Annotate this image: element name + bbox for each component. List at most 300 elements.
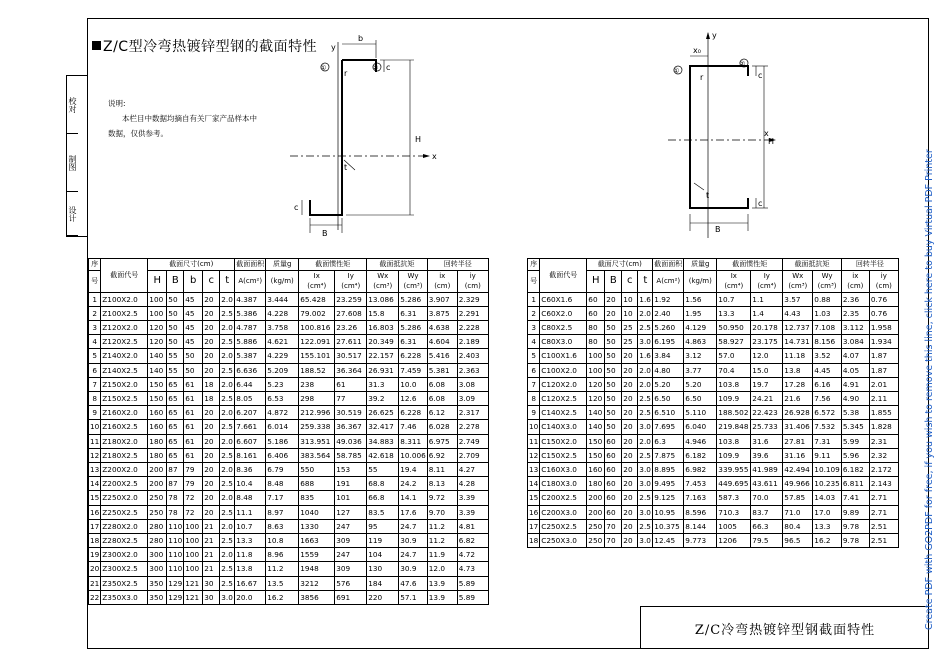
table-cell: 8.13 — [427, 477, 457, 491]
table-cell: Z100X2.0 — [101, 292, 148, 306]
table-cell: 212.996 — [299, 406, 335, 420]
table-cell: 20 — [203, 491, 220, 505]
table-cell: C60X1.6 — [540, 292, 587, 306]
header-area-unit: A(cm²) — [235, 270, 266, 292]
table-cell: 6.82 — [457, 533, 488, 547]
table-cell: 6 — [528, 363, 540, 377]
table-cell: 21 — [89, 576, 101, 590]
table-row — [528, 420, 899, 434]
table-cell: 5.20 — [684, 377, 717, 391]
table-cell: 17.0 — [813, 505, 842, 519]
table-cell: 140 — [148, 349, 167, 363]
table-cell: 0.76 — [869, 306, 898, 320]
table-cell: 5.286 — [399, 292, 428, 306]
table-cell: 2.01 — [869, 377, 898, 391]
table-cell: 6.08 — [427, 391, 457, 405]
table-cell: Z200X2.0 — [101, 462, 148, 476]
header-modulus: 截面抵抗矩 — [367, 259, 428, 271]
table-cell: 79.5 — [751, 533, 783, 547]
header-Ix: Ix (cm⁴) — [299, 270, 335, 292]
table-cell: 153 — [335, 462, 367, 476]
table-cell: 1.03 — [813, 306, 842, 320]
table-cell: 1.92 — [653, 292, 684, 306]
table-cell: 78 — [167, 505, 184, 519]
table-cell: 5 — [89, 349, 101, 363]
table-cell: 120 — [148, 320, 167, 334]
table-cell: 65 — [167, 448, 184, 462]
table-cell: 31.6 — [751, 434, 783, 448]
table-row — [528, 477, 899, 491]
table-cell: 7.453 — [684, 477, 717, 491]
table-cell: 2.0 — [220, 548, 235, 562]
table-cell: 50 — [167, 306, 184, 320]
table-cell: 130 — [367, 562, 399, 576]
table-cell: 11 — [89, 434, 101, 448]
table-cell: 20 — [203, 420, 220, 434]
z-label-H: H — [415, 135, 422, 144]
table-cell: 3.875 — [427, 306, 457, 320]
table-cell: 2.0 — [220, 406, 235, 420]
table-cell: Z150X2.5 — [101, 391, 148, 405]
table-cell: Z100X2.5 — [101, 306, 148, 320]
header-radius: 回转半径 — [427, 259, 488, 271]
table-cell: 12.737 — [783, 320, 813, 334]
z-label-c-top: c — [386, 63, 391, 72]
header-ix: ix (cm) — [427, 270, 457, 292]
header-seq-2: 号 — [89, 270, 101, 292]
table-cell: 100 — [184, 533, 203, 547]
table-row — [528, 320, 899, 334]
table-cell: 66.8 — [367, 491, 399, 505]
table-cell: 8.311 — [399, 434, 428, 448]
table-cell: 1206 — [717, 533, 751, 547]
table-cell: 6.228 — [399, 406, 428, 420]
table-cell: 2.0 — [638, 377, 653, 391]
table-cell: 13.9 — [427, 576, 457, 590]
table-cell: 250 — [587, 533, 605, 547]
c-section-drawing — [660, 28, 790, 243]
table-cell: 2.5 — [220, 576, 235, 590]
table-cell: 5.186 — [266, 434, 299, 448]
table-cell: C60X2.0 — [540, 306, 587, 320]
table-cell: 12 — [89, 448, 101, 462]
table-cell: 2.228 — [457, 320, 488, 334]
table-cell: 8.48 — [266, 477, 299, 491]
table-row — [89, 477, 489, 491]
table-cell: 4.863 — [684, 335, 717, 349]
title-block-text: Z/C冷弯热镀锌型钢截面特性 — [694, 622, 876, 638]
table-cell: 10 — [622, 306, 638, 320]
table-cell: 1 — [528, 292, 540, 306]
table-cell: 121 — [184, 590, 203, 604]
c-header-dims: 截面尺寸(cm) — [587, 259, 653, 271]
table-cell: 6.16 — [813, 377, 842, 391]
table-cell: 1040 — [299, 505, 335, 519]
table-cell: 8.156 — [813, 335, 842, 349]
table-cell: 4 — [528, 335, 540, 349]
table-cell: 45 — [184, 335, 203, 349]
table-cell: 4.129 — [684, 320, 717, 334]
header-inertia: 截面惯性矩 — [299, 259, 367, 271]
table-cell: 9.72 — [427, 491, 457, 505]
table-cell: 180 — [148, 434, 167, 448]
table-cell: 3.112 — [841, 320, 869, 334]
table-cell: 2.51 — [869, 519, 898, 533]
table-cell: 3.08 — [457, 377, 488, 391]
table-cell: 587.3 — [717, 491, 751, 505]
table-row — [528, 434, 899, 448]
table-cell: 2.0 — [220, 491, 235, 505]
table-cell: 5.89 — [457, 590, 488, 604]
table-cell: 11.2 — [266, 562, 299, 576]
z-label-x: x — [432, 152, 437, 161]
table-cell: 140 — [587, 406, 605, 420]
table-cell: 50 — [605, 349, 622, 363]
table-cell: 20 — [622, 391, 638, 405]
table-cell: 2.0 — [220, 434, 235, 448]
table-cell: 22.157 — [367, 349, 399, 363]
table-cell: 20 — [622, 477, 638, 491]
table-cell: 45 — [184, 306, 203, 320]
table-row — [89, 335, 489, 349]
table-cell: 100 — [587, 363, 605, 377]
table-cell: 2.35 — [841, 306, 869, 320]
c-header-inertia: 截面惯性矩 — [717, 259, 783, 271]
table-cell: 160 — [587, 462, 605, 476]
table-cell: 6.12 — [427, 406, 457, 420]
table-cell: 2.189 — [457, 335, 488, 349]
table-cell: 9.125 — [653, 491, 684, 505]
c-header-seq: 序 — [528, 259, 540, 271]
table-cell: C150X2.5 — [540, 448, 587, 462]
table-cell: 50 — [167, 292, 184, 306]
table-cell: 4.90 — [841, 391, 869, 405]
c-header-H: H — [587, 270, 605, 292]
table-cell: 3.0 — [220, 590, 235, 604]
header-t: t — [220, 270, 235, 292]
table-cell: 13.3 — [813, 519, 842, 533]
table-cell: 309 — [335, 562, 367, 576]
table-cell: 23.175 — [751, 335, 783, 349]
z-label-r: r — [344, 69, 348, 78]
table-cell: 7.17 — [266, 491, 299, 505]
table-cell: 31.16 — [783, 448, 813, 462]
table-cell: 16 — [528, 505, 540, 519]
table-cell: 8 — [528, 391, 540, 405]
table-cell: 2.0 — [638, 306, 653, 320]
table-cell: 4.43 — [783, 306, 813, 320]
c-label-r: r — [700, 73, 704, 82]
c-label-H: H — [768, 137, 775, 146]
table-cell: 39.2 — [367, 391, 399, 405]
table-cell: 60 — [605, 477, 622, 491]
table-cell: Z140X2.5 — [101, 363, 148, 377]
table-cell: 58.927 — [717, 335, 751, 349]
table-cell: 79 — [184, 462, 203, 476]
table-cell: 8.36 — [235, 462, 266, 476]
table-cell: 191 — [335, 477, 367, 491]
side-label-design: 设计 — [67, 192, 78, 236]
table-row — [89, 391, 489, 405]
table-cell: 184 — [367, 576, 399, 590]
table-cell: 200 — [587, 505, 605, 519]
table-cell: 65 — [167, 391, 184, 405]
table-cell: 7.459 — [399, 363, 428, 377]
table-cell: 280 — [148, 519, 167, 533]
z-section-drawing — [280, 30, 440, 240]
table-cell: 10.006 — [399, 448, 428, 462]
c-header-code: 截面代号 — [540, 259, 587, 293]
table-cell: 7.163 — [684, 491, 717, 505]
header-c: c — [203, 270, 220, 292]
table-cell: 70 — [605, 533, 622, 547]
table-cell: 0.88 — [813, 292, 842, 306]
table-cell: 300 — [148, 562, 167, 576]
table-cell: 8.895 — [653, 462, 684, 476]
table-cell: 3856 — [299, 590, 335, 604]
table-cell: 87 — [167, 462, 184, 476]
table-cell: 188.52 — [299, 363, 335, 377]
table-cell: 2.403 — [457, 349, 488, 363]
table-cell: 20 — [622, 377, 638, 391]
z-marker-2: ② — [372, 64, 379, 72]
table-cell: 20 — [622, 434, 638, 448]
table-cell: 32.417 — [367, 420, 399, 434]
table-cell: 4.229 — [266, 349, 299, 363]
table-cell: 5.260 — [653, 320, 684, 334]
table-cell: 30.519 — [335, 406, 367, 420]
table-row — [89, 448, 489, 462]
c-header-Iy: Iy (cm⁴) — [751, 270, 783, 292]
table-cell: 26.625 — [367, 406, 399, 420]
table-cell: Z350X2.5 — [101, 576, 148, 590]
table-cell: 65 — [167, 434, 184, 448]
table-row — [528, 363, 899, 377]
table-cell: 80.4 — [783, 519, 813, 533]
table-cell: 61 — [184, 377, 203, 391]
table-cell: C100X1.6 — [540, 349, 587, 363]
table-cell: 3.0 — [638, 477, 653, 491]
table-cell: 2.291 — [457, 306, 488, 320]
table-cell: 20 — [203, 306, 220, 320]
table-cell: 298 — [299, 391, 335, 405]
table-cell: 5.99 — [841, 434, 869, 448]
table-cell: 2.0 — [220, 349, 235, 363]
table-cell: 6.79 — [266, 462, 299, 476]
table-cell: 70 — [605, 519, 622, 533]
table-cell: 8.96 — [266, 548, 299, 562]
table-cell: 27.608 — [335, 306, 367, 320]
table-cell: 5.38 — [841, 406, 869, 420]
table-cell: 160 — [148, 406, 167, 420]
c-label-c-top: c — [758, 71, 763, 80]
c-header-B: B — [605, 270, 622, 292]
table-cell: 10.0 — [399, 377, 428, 391]
table-row — [89, 462, 489, 476]
table-cell: 710.3 — [717, 505, 751, 519]
table-cell: 79.002 — [299, 306, 335, 320]
table-cell: 8.63 — [266, 519, 299, 533]
table-cell: 45 — [184, 292, 203, 306]
table-cell: 13.8 — [783, 363, 813, 377]
table-cell: 200 — [587, 491, 605, 505]
table-cell: 3.084 — [841, 335, 869, 349]
table-cell: 61 — [335, 377, 367, 391]
table-row — [89, 306, 489, 320]
table-cell: 15 — [89, 491, 101, 505]
table-cell: 13.3 — [717, 306, 751, 320]
table-cell: 2.0 — [220, 320, 235, 334]
table-cell: 20 — [203, 335, 220, 349]
table-cell: 10.7 — [717, 292, 751, 306]
table-cell: 24.7 — [399, 519, 428, 533]
table-cell: Z250X2.0 — [101, 491, 148, 505]
table-cell: 100 — [184, 548, 203, 562]
table-cell: 180 — [148, 448, 167, 462]
table-cell: C160X3.0 — [540, 462, 587, 476]
table-cell: 18 — [203, 377, 220, 391]
table-cell: 8.48 — [235, 491, 266, 505]
table-cell: 110 — [167, 533, 184, 547]
table-cell: 6.31 — [399, 306, 428, 320]
table-cell: 18 — [528, 533, 540, 547]
table-cell: 65 — [167, 377, 184, 391]
c-header-area: 截面面积 — [654, 260, 683, 268]
table-cell: 20 — [203, 292, 220, 306]
z-section-table — [88, 258, 489, 605]
table-cell: 20 — [622, 519, 638, 533]
table-cell: 300 — [148, 548, 167, 562]
table-cell: 6.50 — [684, 391, 717, 405]
signature-column — [66, 75, 87, 237]
table-cell: 110 — [167, 519, 184, 533]
table-cell: 9.11 — [813, 448, 842, 462]
table-cell: 449.695 — [717, 477, 751, 491]
table-cell: 100 — [184, 519, 203, 533]
c-label-B: B — [715, 225, 721, 234]
table-cell: 11.2 — [427, 533, 457, 547]
header-Iy: Iy (cm⁴) — [335, 270, 367, 292]
table-cell: 45 — [184, 320, 203, 334]
table-cell: 2.278 — [457, 420, 488, 434]
table-cell: 11.8 — [235, 548, 266, 562]
z-label-y: y — [331, 43, 336, 52]
header-iy: iy (cm) — [457, 270, 488, 292]
table-cell: 4.80 — [653, 363, 684, 377]
table-cell: 2.5 — [220, 391, 235, 405]
table-cell: 14 — [89, 477, 101, 491]
table-cell: 8 — [89, 391, 101, 405]
table-cell: 60 — [605, 462, 622, 476]
table-cell: 13.086 — [367, 292, 399, 306]
table-cell: 103.8 — [717, 377, 751, 391]
table-cell: Z160X2.0 — [101, 406, 148, 420]
table-cell: 4.73 — [457, 562, 488, 576]
table-cell: 691 — [335, 590, 367, 604]
table-cell: 20 — [622, 448, 638, 462]
table-row — [89, 519, 489, 533]
table-cell: 43.611 — [751, 477, 783, 491]
table-cell: 101 — [335, 491, 367, 505]
table-cell: 103.8 — [717, 434, 751, 448]
table-cell: C100X2.0 — [540, 363, 587, 377]
table-cell: 61 — [184, 406, 203, 420]
table-cell: 4.72 — [457, 548, 488, 562]
table-cell: 21 — [203, 519, 220, 533]
table-cell: 5.23 — [266, 377, 299, 391]
table-cell: 17.6 — [399, 505, 428, 519]
table-cell: 66.3 — [751, 519, 783, 533]
table-cell: Z300X2.0 — [101, 548, 148, 562]
table-cell: 20 — [203, 363, 220, 377]
table-cell: 6.207 — [235, 406, 266, 420]
table-cell: 110 — [167, 548, 184, 562]
table-cell: 3212 — [299, 576, 335, 590]
c-table-body — [528, 292, 899, 548]
table-cell: 15.8 — [367, 306, 399, 320]
table-cell: 25 — [622, 335, 638, 349]
c-section-table — [527, 258, 899, 548]
table-cell: 47.6 — [399, 576, 428, 590]
table-cell: 2.0 — [220, 377, 235, 391]
table-cell: 15 — [528, 491, 540, 505]
table-cell: 1.1 — [751, 292, 783, 306]
table-cell: 1.87 — [869, 349, 898, 363]
table-cell: 13.5 — [266, 576, 299, 590]
table-cell: 16.2 — [813, 533, 842, 547]
table-cell: 1 — [89, 292, 101, 306]
table-cell: 122.091 — [299, 335, 335, 349]
table-cell: 31.406 — [783, 420, 813, 434]
watermark-link[interactable]: Create PDF with GO2PDF for free, if you wish to remove this line, click here to buy Virtual PDF Printer — [924, 149, 935, 630]
table-cell: 16 — [89, 505, 101, 519]
table-cell: 9.78 — [841, 533, 869, 547]
table-cell: 17.28 — [783, 377, 813, 391]
table-cell: C120X2.5 — [540, 391, 587, 405]
table-cell: 20 — [89, 562, 101, 576]
table-cell: 120 — [148, 335, 167, 349]
table-cell: 576 — [335, 576, 367, 590]
table-cell: 4 — [89, 335, 101, 349]
table-cell: 78 — [167, 491, 184, 505]
table-cell: 2.317 — [457, 406, 488, 420]
table-cell: 36.364 — [335, 363, 367, 377]
table-cell: 1.958 — [869, 320, 898, 334]
c-marker-1: ① — [673, 67, 680, 75]
table-row — [89, 406, 489, 420]
table-cell: 57.0 — [717, 349, 751, 363]
table-cell: C250X3.0 — [540, 533, 587, 547]
table-cell: 6.08 — [427, 377, 457, 391]
table-cell: 2.71 — [869, 491, 898, 505]
note-block — [108, 96, 257, 141]
table-cell: 3.0 — [638, 335, 653, 349]
table-cell: 238 — [299, 377, 335, 391]
table-cell: 19.7 — [751, 377, 783, 391]
table-cell: 25.733 — [751, 420, 783, 434]
c-header-Wx: Wx (cm³) — [783, 270, 813, 292]
table-cell: 6.44 — [235, 377, 266, 391]
table-cell: 12.6 — [399, 391, 428, 405]
table-row — [89, 434, 489, 448]
table-cell: 6.92 — [427, 448, 457, 462]
table-cell: 155.101 — [299, 349, 335, 363]
table-cell: 3.57 — [783, 292, 813, 306]
table-cell: 259.338 — [299, 420, 335, 434]
table-cell: 3.0 — [638, 462, 653, 476]
table-cell: 60 — [605, 448, 622, 462]
table-cell: 20 — [203, 320, 220, 334]
